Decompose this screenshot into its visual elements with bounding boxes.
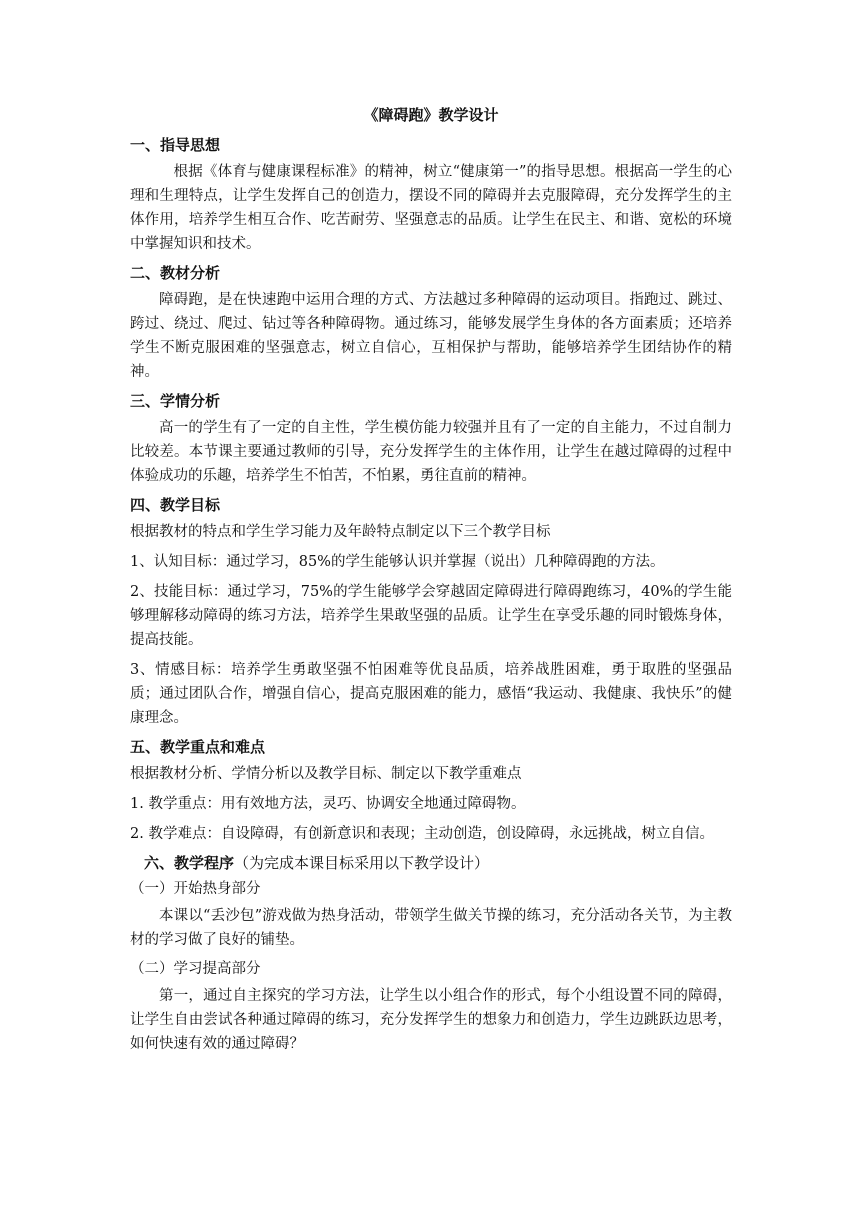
document-body [130,104,732,1062]
section-heading-teaching-goals: 四、教学目标 [130,496,221,514]
paragraph-goal-cognitive: 1、认知目标：通过学习，85%的学生能够认识并掌握（说出）几种障碍跑的方法。 [130,554,665,570]
procedure-heading-note: （为完成本课目标采用以下教学设计） [234,854,490,872]
paragraph-student-analysis: 高一的学生有了一定的自主性，学生模仿能力较强并且有了一定的自主能力，不过自制力比较差。本节课主要通过教师的引导，充分发挥学生的主体作用，让学生在越过障碍的过程中体验成功的乐趣，培养学生不怕苦，不怕累，勇往直前的精神。 [130,420,732,484]
paragraph-goal-skill: 2、技能目标：通过学习，75%的学生能够学会穿越固定障碍进行障碍跑练习，40%的学生能够理解移动障碍的练习方法，培养学生果敢坚强的品质。让学生在享受乐趣的同时锻炼身体，提高技能。 [130,584,732,648]
section-heading-guiding-thought: 一、指导思想 [130,136,221,154]
section-heading-procedure [130,852,732,874]
subheading-learning: （二）学习提高部分 [130,961,261,977]
paragraph-key-points-intro: 根据教材分析、学情分析以及教学目标、制定以下教学重难点 [130,766,522,782]
paragraph-difficult-point: 2. 教学难点：自设障碍，有创新意识和表现；主动创造，创设障碍，永远挑战，树立自信。 [130,826,714,842]
paragraph-learning: 第一，通过自主探究的学习方法，让学生以小组合作的形式，每个小组设置不同的障碍，让学生自由尝试各种通过障碍的练习，充分发挥学生的想象力和创造力，学生边跳跃边思考，如何快速有效的通过障碍？ [130,988,732,1052]
paragraph-material-analysis: 障碍跑，是在快速跑中运用合理的方式、方法越过多种障碍的运动项目。指跑过、跳过、跨过、绕过、爬过、钻过等各种障碍物。通过练习，能够发展学生身体的各方面素质；还培养学生不断克服困难的坚强意志，树立自信心，互相保护与帮助，能够培养学生团结协作的精神。 [130,292,732,380]
paragraph-warmup: 本课以“丢沙包”游戏做为热身活动，带领学生做关节操的练习，充分活动各关节，为主教材的学习做了良好的铺垫。 [130,908,732,948]
document-title: 《障碍跑》教学设计 [363,106,499,124]
procedure-heading-text: 六、教学程序 [144,854,235,872]
section-heading-student-analysis: 三、学情分析 [130,392,221,410]
subheading-warmup: （一）开始热身部分 [130,881,261,897]
section-heading-material-analysis: 二、教材分析 [130,264,221,282]
paragraph-goals-intro: 根据教材的特点和学生学习能力及年龄特点制定以下三个教学目标 [130,524,551,540]
section-heading-key-points: 五、教学重点和难点 [130,738,266,756]
paragraph-guiding-thought: 根据《体育与健康课程标准》的精神，树立“健康第一”的指导思想。根据高一学生的心理和生理特点，让学生发挥自己的创造力，摆设不同的障碍并去克服障碍，充分发挥学生的主体作用，培养学生相互合作、吃苦耐劳、坚强意志的品质。让学生在民主、和谐、宽松的环境中掌握知识和技术。 [130,164,732,252]
paragraph-goal-emotion: 3、情感目标：培养学生勇敢坚强不怕困难等优良品质，培养战胜困难，勇于取胜的坚强品质；通过团队合作，增强自信心，提高克服困难的能力，感悟“我运动、我健康、我快乐”的健康理念。 [130,662,732,726]
paragraph-key-point: 1. 教学重点：用有效地方法，灵巧、协调安全地通过障碍物。 [130,796,526,812]
